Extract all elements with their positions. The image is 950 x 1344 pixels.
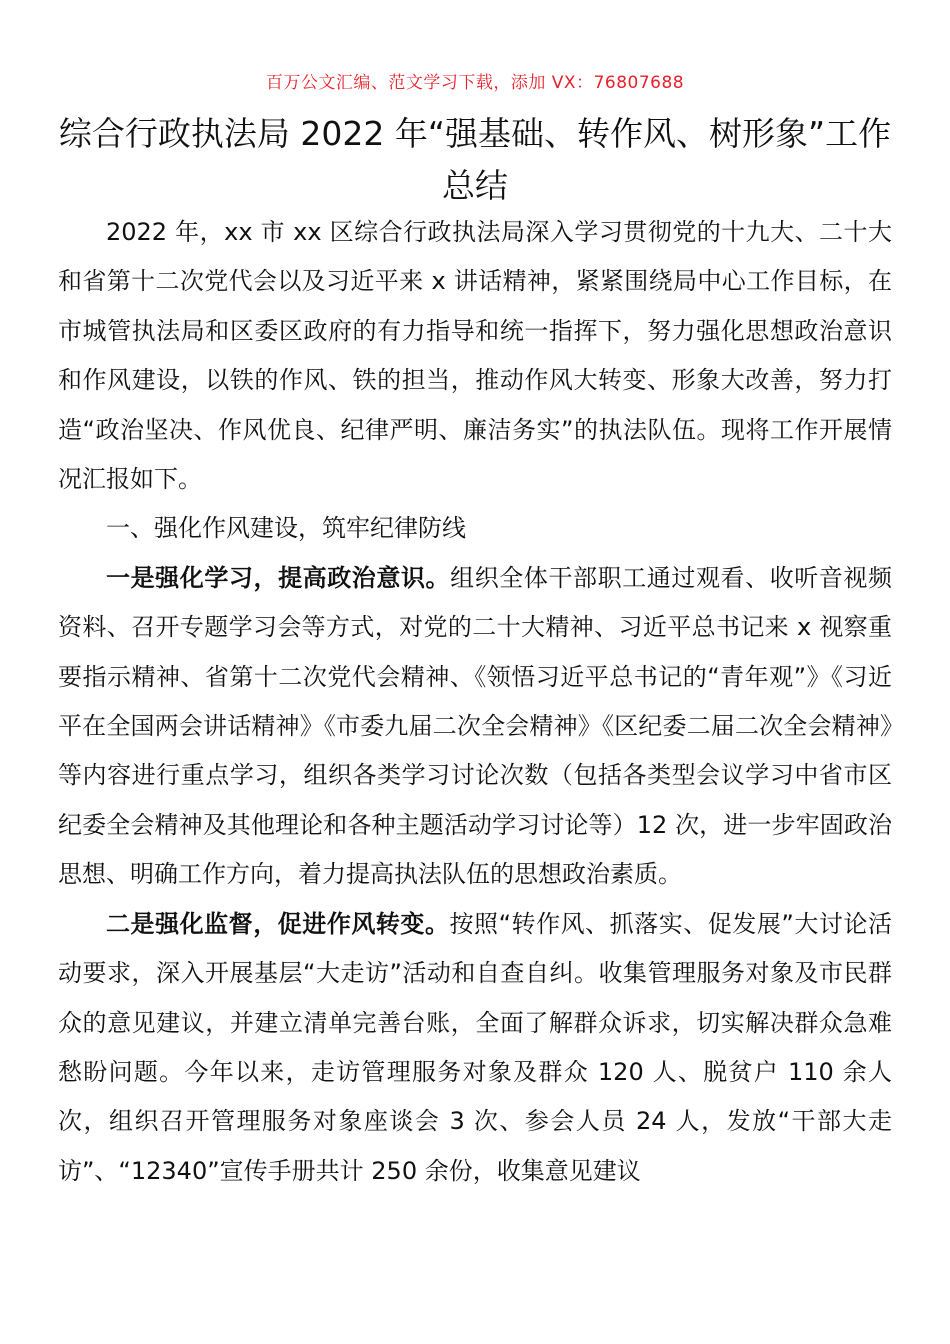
item-one-text: 组织全体干部职工通过观看、收听音视频资料、召开专题学习会等方式，对党的二十大精神、习近平总书记来 x 视察重要指示精神、省第十二次党代会精神、《领悟习近平总书记的“青年观”》《习近平在全国两会讲话精神》《市委九届二次全会精神》《区纪委二届二次全会精神》等内容进行重点学习，组织各类学习讨论次数（包括各类型会议学习中省市区纪委全会精神及其他理论和各种主题活动学习讨论等）12 次，进一步牢固政治思想、明确工作方向，着力提高执法队伍的思想政治素质。 [58, 563, 893, 889]
item-two-lead: 二是强化监督，促进作风转变。 [106, 909, 450, 938]
section-heading: 一、强化作风建设，筑牢纪律防线 [106, 514, 466, 543]
document-body [58, 208, 892, 1196]
item-two-paragraph [58, 900, 892, 1196]
intro-paragraph: 2022 年，xx 市 xx 区综合行政执法局深入学习贯彻党的十九大、二十大和省第十二次党代会以及习近平来 x 讲话精神，紧紧围绕局中心工作目标，在市城管执法局和区委区政府的有力指导和统一指挥下，努力强化思想政治意识和作风建设，以铁的作风、铁的担当，推动作风大转变、形象大改善，努力打造“政治坚决、作风优良、纪律严明、廉洁务实”的执法队伍。现将工作开展情况汇报如下。 [58, 218, 892, 494]
document-title: 综合行政执法局 2022 年“强基础、转作风、树形象”工作总结 [58, 114, 892, 205]
watermark-banner: 百万公文汇编、范文学习下载，添加 VX：76807688 [265, 73, 685, 93]
item-one-lead: 一是强化学习，提高政治意识。 [106, 563, 451, 592]
item-one-paragraph [58, 554, 892, 900]
item-two-text: 按照“转作风、抓落实、促发展”大讨论活动要求，深入开展基层“大走访”活动和自查自纠。收集管理服务对象及市民群众的意见建议，并建立清单完善台账，全面了解群众诉求，切实解决群众急难愁盼问题。今年以来，走访管理服务对象及群众 120 人、脱贫户 110 余人次，组织召开管理服务对象座谈会 3 次、参会人员 24 人，发放“干部大走访”、“12340”宣传手册共计 250 余份，收集意见建议 [58, 909, 892, 1185]
